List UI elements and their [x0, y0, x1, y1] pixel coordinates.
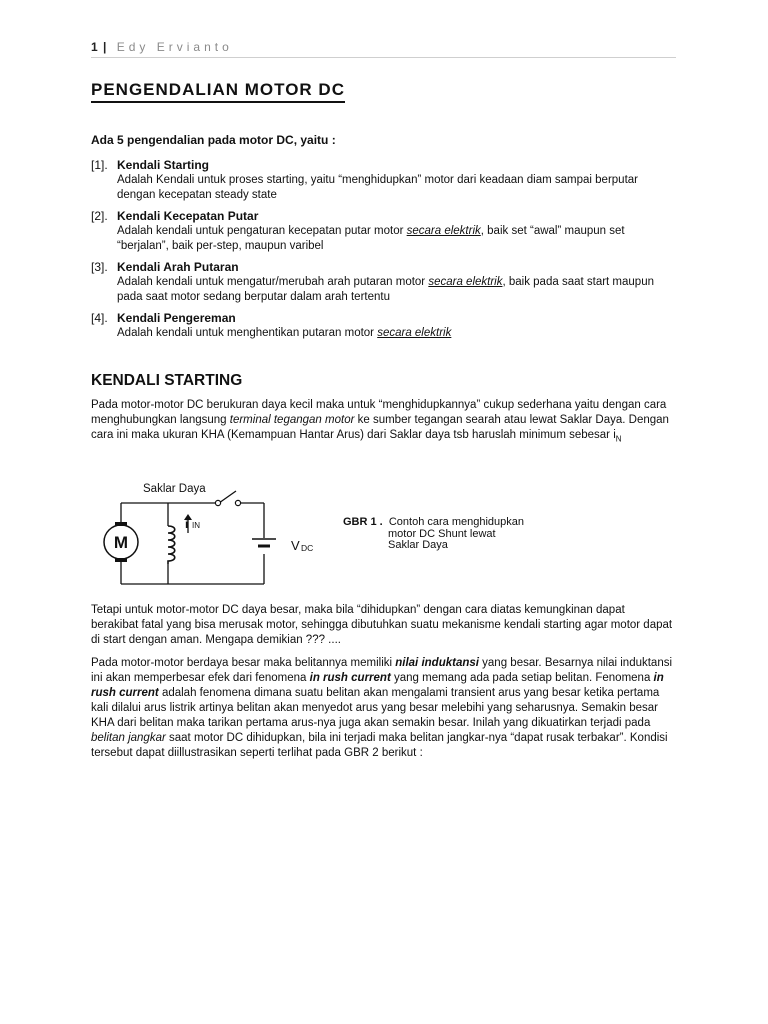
caption-line: Saklar Daya — [388, 539, 448, 551]
para-text: yang memang ada pada setiap belitan. Fenomena — [390, 672, 654, 684]
desc-emphasis: secara elektrik — [428, 276, 503, 288]
para-emphasis: in rush current — [91, 672, 664, 699]
list-item-description: Adalah Kendali untuk proses starting, yaitu “menghidupkan” motor dari keadaan diam sampai berputar dengan kecepatan steady state — [117, 174, 638, 201]
page-number: 1 — [91, 40, 99, 54]
page-header — [91, 40, 676, 58]
motor-label: M — [113, 533, 129, 552]
list-item-description — [117, 326, 677, 341]
list-item-number: [3]. — [91, 260, 108, 274]
source-subscript: DC — [301, 543, 314, 553]
list-item-number: [4]. — [91, 311, 108, 325]
list-item-description — [117, 275, 677, 305]
shunt-coil-symbol — [168, 526, 175, 564]
para-text: adalah fenomena dimana suatu belitan akan mengalami transient arus yang besar ketika pertama kali dilalui arus listrik artinya belitan akan menyedot arus yang besar melebihi yang seharusnya. Semakin besar KHA dari belitan maka tarikan pertama arus-nya juga akan semakin besar. Inilah yang dikuatirkan terjadi pada — [91, 687, 660, 729]
list-item-number: [1]. — [91, 158, 108, 172]
para-text: Pada motor-motor DC berukuran daya kecil maka untuk “menghidupkannya” cukup sederhana yaitu dengan cara menghubungkan langsung — [91, 399, 667, 426]
list-item — [91, 260, 691, 303]
switch-label: Saklar Daya — [143, 483, 206, 495]
switch-contact-right — [235, 500, 240, 505]
current-subscript: IN — [192, 521, 200, 530]
para-emphasis: belitan jangkar — [91, 732, 166, 744]
list-item-heading: Kendali Kecepatan Putar — [117, 209, 259, 223]
para-emphasis: in rush current — [309, 672, 391, 684]
motor-brush-bottom — [115, 558, 127, 562]
list-item-description — [117, 224, 677, 254]
circuit-diagram — [86, 476, 336, 596]
desc-emphasis: secara elektrik — [377, 327, 452, 339]
list-item-heading: Kendali Pengereman — [117, 311, 236, 325]
list-item-heading: Kendali Starting — [117, 158, 210, 172]
desc-text: , baik set “awal” maupun set “berjalan”, baik per-step, maupun varibel — [117, 225, 625, 252]
header-author: Edy Ervianto — [116, 40, 233, 54]
para-text: yang besar. Besarnya nilai induktansi ini akan memperbesar efek dari fenomena — [91, 657, 673, 684]
paragraph — [91, 656, 673, 761]
list-item-heading: Kendali Arah Putaran — [117, 260, 239, 274]
list-item — [91, 311, 691, 343]
desc-text: , baik pada saat start maupun pada saat motor sedang berputar dalam arah tertentu — [117, 276, 654, 303]
caption-line: motor DC Shunt lewat — [388, 527, 496, 540]
intro-text: Ada 5 pengendalian pada motor DC, yaitu : — [91, 133, 336, 147]
switch-blade — [219, 491, 236, 503]
list-item — [91, 158, 691, 201]
motor-brush-top — [115, 522, 127, 526]
para-text: saat motor DC dihidupkan, bila ini terjadi maka belitan jangkar-nya “dapat rusak terbakar”. Kondisi tersebut dapat diillustrasikan seperti terlihat pada GBR 2 berikut : — [91, 732, 668, 759]
source-label: V — [291, 538, 300, 553]
para-subscript: N — [615, 434, 622, 444]
paragraph — [91, 398, 673, 446]
para-emphasis: nilai induktansi — [395, 657, 479, 669]
desc-text: Adalah kendali untuk menghentikan putaran motor — [117, 327, 378, 339]
desc-emphasis: secara elektrik — [406, 225, 481, 237]
caption-label: GBR 1 . — [343, 516, 383, 528]
header-separator: | — [98, 40, 108, 54]
list-item — [91, 209, 691, 252]
section-heading: KENDALI STARTING — [91, 372, 243, 389]
caption-line: Contoh cara menghidupkan — [388, 516, 525, 528]
current-label: i — [185, 517, 189, 531]
para-emphasis: terminal tegangan motor — [229, 414, 355, 426]
desc-text: Adalah kendali untuk pengaturan kecepatan putar motor — [117, 225, 407, 237]
list-item-number: [2]. — [91, 209, 108, 223]
para-text: ke sumber tegangan searah atau lewat Saklar Daya. Dengan cara ini maka ukuran KHA (Kemampuan Hantar Arus) dari Saklar daya tsb haruslah minimum sebesar i — [91, 414, 669, 441]
paragraph: Tetapi untuk motor-motor DC daya besar, maka bila “dihidupkan” dengan cara diatas kemungkinan dapat berakibat fatal yang bisa merusak motor, sehingga dibutuhkan suatu mekanisme kendali starting agar motor dapat di start dengan aman. Mengapa demikian ??? .... — [91, 604, 673, 646]
switch-contact-left — [215, 500, 220, 505]
desc-text: Adalah kendali untuk mengatur/merubah arah putaran motor — [117, 276, 429, 288]
figure-caption — [343, 517, 524, 552]
para-text: Pada motor-motor berdaya besar maka belitannya memiliki — [91, 657, 396, 669]
document-title: PENGENDALIAN MOTOR DC — [91, 80, 345, 103]
